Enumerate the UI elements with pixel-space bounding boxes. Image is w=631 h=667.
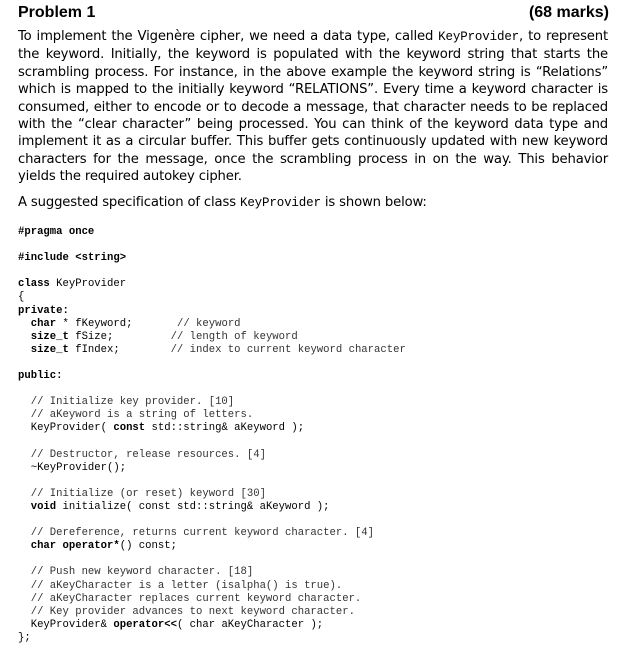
code-field-row [18,318,241,330]
code-include: #include <string> [18,252,127,265]
method-comment: // Destructor, release resources. [4] [18,448,266,461]
method-comment: // Dereference, returns current keyword character. [4] [18,527,375,540]
intro-class-name: KeyProvider [438,30,520,44]
method-comment: // Initialize (or reset) keyword [30] [18,487,266,500]
method-comment: // aKeyCharacter is a letter (isalpha() is true). [18,579,343,592]
field-type: size_t [18,330,69,343]
field-comment: // keyword [176,317,241,330]
signature-part [18,501,31,513]
method-signature [18,619,323,631]
suggestion-text-2: is shown below: [320,195,427,210]
signature-part [18,540,31,552]
signature-keyword: const [113,422,146,435]
problem-header [18,4,609,26]
field-comment: // length of keyword [170,330,298,343]
method-signature [18,422,304,434]
suggestion-class-name: KeyProvider [239,196,321,210]
signature-keyword: char operator* [30,540,120,553]
signature-part: KeyProvider& [18,618,114,631]
method-comment: // Key provider advances to next keyword character. [18,605,355,618]
code-class-keyword: class [18,278,50,291]
method-signature [18,462,126,474]
intro-paragraph [18,28,608,186]
intro-text-2: , to represent the keyword. Initially, the keyword is populated with the keyword string that starts the scrambling process. For instance, in the above example the keyword string is “Relations” which is mapped to the initially keyword “RELATIONS”. Every time a keyword character is consumed, either to encode or to decode a message, that character needs to be replaced with the “clear character” being processed. You can think of the keyword data type and implement it as a circular buffer. This buffer gets continuously updated with new keyword characters for the message, once the scrambling process in on the way. This behavior yields the required autokey cipher. [18,29,609,185]
code-field-row [18,331,298,343]
suggestion-text-1: A suggested specification of class [18,195,240,210]
method-signature [18,540,177,552]
code-private-label: private: [18,304,69,317]
problem-title: Problem 1 [18,4,96,21]
signature-keyword: void [30,500,57,513]
code-open-brace: { [18,291,25,304]
code-field-row [18,344,406,356]
intro-text-1: To implement the Vigenère cipher, we need a data type, called [18,29,439,44]
signature-part: () const; [119,540,177,553]
method-comment: // aKeyword is a string of letters. [18,409,254,422]
method-comment: // aKeyCharacter replaces current keyword character. [18,592,362,605]
field-comment: // index to current keyword character [170,343,406,356]
signature-part: ~KeyProvider(); [18,461,127,474]
code-public-label: public: [18,370,63,383]
field-decl: * fKeyword; [56,317,133,330]
signature-keyword: operator<< [113,618,177,631]
signature-part: ( char aKeyCharacter ); [176,618,324,631]
method-comment: // Push new keyword character. [18] [18,566,254,579]
code-class-name: KeyProvider [49,278,127,291]
code-pragma: #pragma once [18,226,95,238]
method-signature [18,501,330,513]
method-comment: // Initialize key provider. [10] [18,396,235,409]
field-type: size_t [18,343,69,356]
signature-part: KeyProvider( [18,422,114,435]
signature-part: initialize( const std::string& aKeyword ); [56,500,330,513]
field-decl: fSize; [68,330,114,343]
code-listing [18,226,618,645]
code-close-brace: }; [18,631,31,644]
field-type: char [18,317,57,330]
field-decl: fIndex; [68,343,120,356]
suggestion-paragraph [18,194,608,212]
signature-part: std::string& aKeyword ); [145,422,305,435]
problem-marks: (68 marks) [528,4,609,21]
